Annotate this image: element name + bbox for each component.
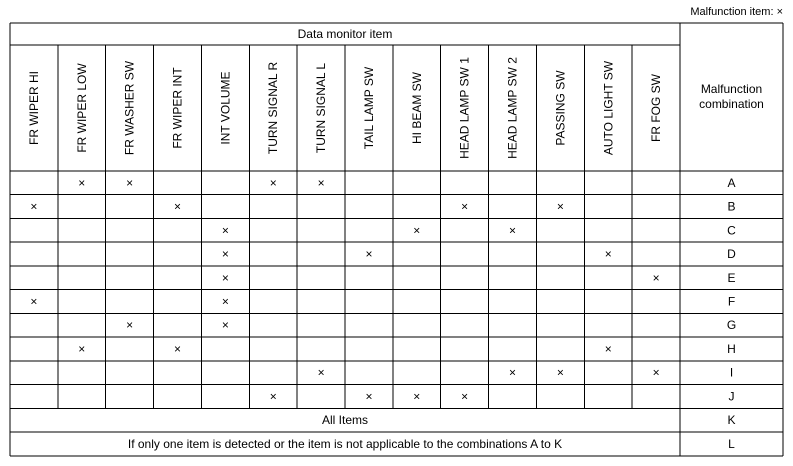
column-header-fr-fog-sw: FR FOG SW	[649, 74, 664, 142]
combination-label-i: I	[729, 365, 734, 380]
malfunction-mark: ×	[556, 199, 564, 214]
malfunction-mark: ×	[269, 389, 277, 404]
span-row-text: All Items	[321, 413, 369, 428]
malfunction-mark: ×	[30, 294, 38, 309]
column-header-turn-signal-r: TURN SIGNAL R	[266, 61, 281, 155]
malfunction-mark: ×	[317, 175, 325, 190]
span-row-text: If only one item is detected or the item is not applicable to the combinations A to K	[127, 436, 563, 451]
malfunction-mark: ×	[461, 389, 469, 404]
combination-label-g: G	[726, 318, 737, 333]
malfunction-combination-title-line1: Malfunction	[700, 82, 763, 96]
legend-malfunction-item: Malfunction item: ×	[690, 6, 783, 18]
malfunction-mark: ×	[126, 318, 134, 333]
malfunction-mark: ×	[221, 223, 229, 238]
column-header-fr-wiper-low: FR WIPER LOW	[74, 63, 89, 153]
data-monitor-item-title: Data monitor item	[297, 27, 393, 41]
column-header-head-lamp-sw-2: HEAD LAMP SW 2	[505, 57, 520, 159]
column-header-fr-wiper-int: FR WIPER INT	[170, 67, 185, 149]
combination-label-l: L	[728, 436, 735, 451]
combination-label-j: J	[728, 389, 735, 404]
malfunction-combination-title-line2: combination	[699, 97, 764, 111]
malfunction-mark: ×	[78, 341, 86, 356]
malfunction-mark: ×	[652, 365, 660, 380]
combination-label-f: F	[727, 294, 736, 309]
combination-label-e: E	[727, 270, 736, 285]
malfunction-mark: ×	[126, 175, 134, 190]
column-header-int-volume: INT VOLUME	[218, 71, 233, 145]
combination-label-b: B	[727, 199, 736, 214]
malfunction-mark: ×	[509, 365, 517, 380]
combination-label-k: K	[727, 413, 736, 428]
column-header-tail-lamp-sw: TAIL LAMP SW	[361, 66, 376, 150]
malfunction-mark: ×	[604, 341, 612, 356]
malfunction-mark: ×	[221, 318, 229, 333]
malfunction-mark: ×	[413, 389, 421, 404]
column-header-passing-sw: PASSING SW	[553, 70, 568, 146]
combination-label-a: A	[727, 175, 736, 190]
malfunction-mark: ×	[269, 175, 277, 190]
column-header-fr-wiper-hi: FR WIPER HI	[26, 71, 41, 145]
malfunction-mark: ×	[174, 341, 182, 356]
malfunction-mark: ×	[413, 223, 421, 238]
malfunction-mark: ×	[461, 199, 469, 214]
malfunction-mark: ×	[604, 247, 612, 262]
malfunction-mark: ×	[652, 270, 660, 285]
malfunction-mark: ×	[174, 199, 182, 214]
combination-label-c: C	[727, 223, 736, 238]
column-header-hi-beam-sw: HI BEAM SW	[409, 71, 424, 145]
column-header-auto-light-sw: AUTO LIGHT SW	[601, 60, 616, 156]
malfunction-mark: ×	[365, 389, 373, 404]
combination-label-d: D	[727, 247, 736, 262]
malfunction-mark: ×	[365, 247, 373, 262]
malfunction-mark: ×	[221, 294, 229, 309]
malfunction-mark: ×	[317, 365, 325, 380]
malfunction-mark: ×	[30, 199, 38, 214]
column-header-head-lamp-sw-1: HEAD LAMP SW 1	[457, 57, 472, 159]
malfunction-mark: ×	[78, 175, 86, 190]
malfunction-mark: ×	[221, 270, 229, 285]
combination-label-h: H	[727, 341, 736, 356]
malfunction-mark: ×	[509, 223, 517, 238]
column-header-turn-signal-l: TURN SIGNAL L	[314, 62, 329, 154]
malfunction-mark: ×	[556, 365, 564, 380]
malfunction-mark: ×	[221, 247, 229, 262]
column-header-fr-washer-sw: FR WASHER SW	[122, 60, 137, 156]
